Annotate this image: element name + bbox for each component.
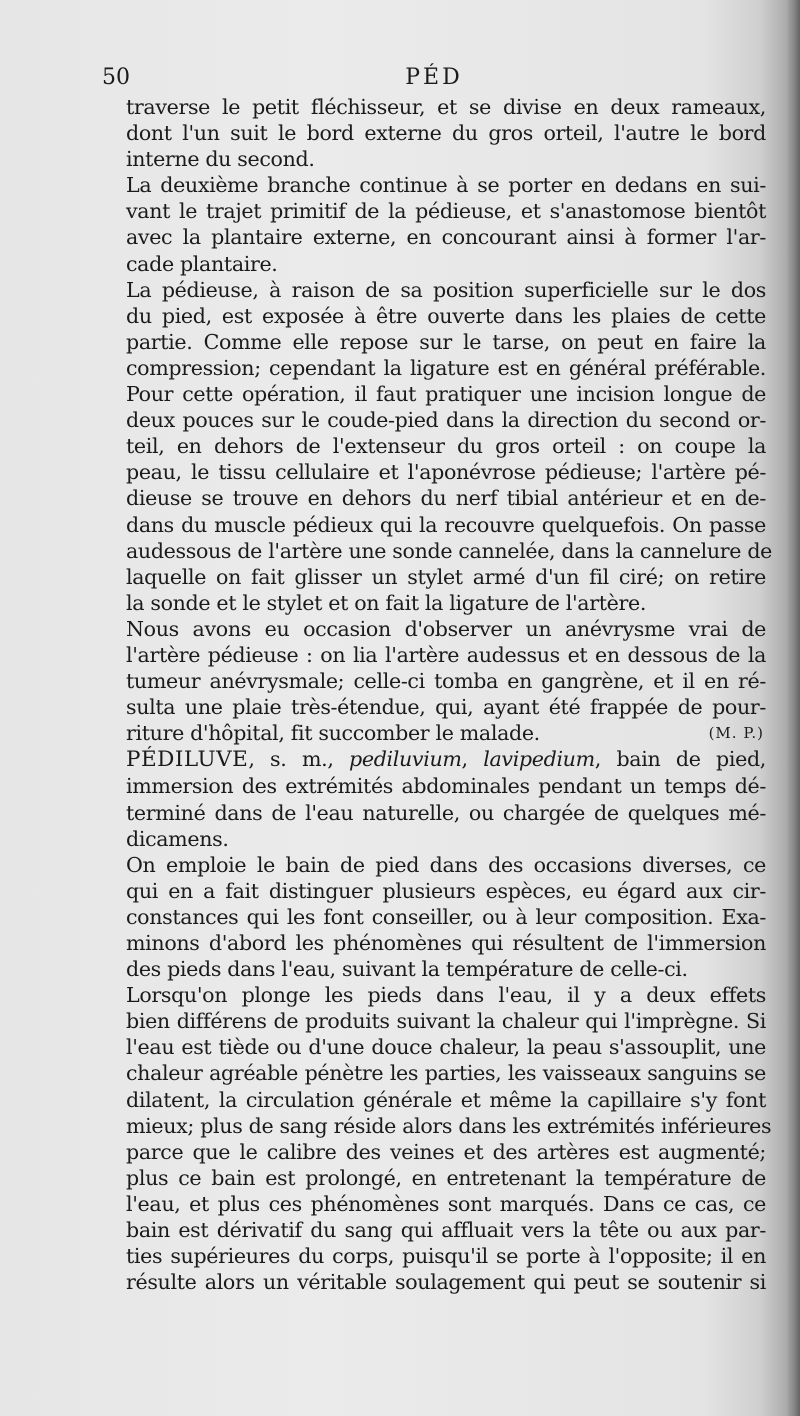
text-line: immersion des extrémités abdominales pendant un temps dé- xyxy=(126,774,766,799)
text-line: traverse le petit fléchisseur, et se divise en deux rameaux, xyxy=(126,95,766,119)
text-line: chaleur agréable pénètre les parties, les vaisseaux sanguins se xyxy=(126,1061,766,1086)
text-line: audessous de l'artère une sonde cannelée, dans la cannelure de xyxy=(126,538,773,563)
text-line: terminé dans de l'eau naturelle, ou chargée de quelques mé- xyxy=(126,800,766,825)
text-line: teil, en dehors de l'extenseur du gros orteil : on coupe la xyxy=(126,434,766,459)
text-line: tumeur anévrysmale; celle-ci tomba en gangrène, et il en ré- xyxy=(126,669,766,694)
text-line: La pédieuse, à raison de sa position superficielle sur le dos xyxy=(126,277,766,302)
text-line: partie. Comme elle repose sur le tarse, on peut en faire la xyxy=(126,329,766,354)
text-line: dieuse se trouve en dehors du nerf tibial antérieur et en de- xyxy=(126,486,766,511)
paragraph xyxy=(102,277,773,616)
text-line: du pied, est exposée à être ouverte dans les plaies de cette xyxy=(126,303,766,328)
text-line: l'artère pédieuse : on lia l'artère audessus et en dessous de la xyxy=(126,642,766,667)
entry-first-line xyxy=(102,746,766,773)
text-line: bien différens de produits suivant la chaleur qui l'imprègne. Si xyxy=(126,1009,766,1034)
text-line: bain est dérivatif du sang qui affluait vers la tête ou aux par- xyxy=(126,1218,766,1243)
text-line: l'eau est tiède ou d'une douce chaleur, la peau s'assouplit, une xyxy=(126,1035,766,1060)
text-line: constances qui les font conseiller, ou à leur composition. Exa- xyxy=(126,904,766,929)
paragraph xyxy=(102,852,766,982)
paragraph xyxy=(102,94,766,172)
text-line: qui en a fait distinguer plusieurs espèces, eu égard aux cir- xyxy=(126,878,766,903)
text-line: plus ce bain est prolongé, en entretenant la température de xyxy=(126,1165,766,1190)
page-number: 50 xyxy=(102,65,130,90)
text-line: Nous avons eu occasion d'observer un anévrysme vrai de xyxy=(126,616,766,641)
entry-grammar: , s. m., xyxy=(248,747,350,772)
text-line: vant le trajet primitif de la pédieuse, et s'anastomose bientôt xyxy=(126,199,766,224)
text-line: sulta une plaie très-étendue, qui, ayant été frappée de pour- xyxy=(126,695,766,720)
running-title: PÉD xyxy=(405,65,463,90)
paragraph xyxy=(102,746,766,851)
page-edge-shadow xyxy=(786,0,800,1416)
author-signature: (M. P.) xyxy=(708,724,764,743)
text-line: avec la plantaire externe, en concourant ainsi à former l'ar- xyxy=(126,225,766,250)
text-line: parce que le calibre des veines et des artères est augmenté; xyxy=(126,1139,766,1164)
text-line: ties supérieures du corps, puisqu'il se porte à l'opposite; il en xyxy=(126,1244,766,1269)
text-line: dont l'un suit le bord externe du gros orteil, l'autre le bord xyxy=(126,121,766,146)
text-line: riture d'hôpital, fit succomber le malade. xyxy=(126,721,540,746)
text-line-with-signature xyxy=(102,720,766,746)
text-line: dicamens. xyxy=(126,826,229,851)
entry-gloss: , bain de pied, xyxy=(594,747,766,772)
paragraph xyxy=(102,616,766,746)
entry-headword: PÉDILUVE xyxy=(126,747,249,773)
text-line: Lorsqu'on plonge les pieds dans l'eau, il y a deux effets xyxy=(126,983,766,1008)
text-line: résulte alors un véritable soulagement qui peut se soutenir si xyxy=(126,1270,766,1295)
paragraph xyxy=(102,982,772,1295)
text-line: dilatent, la circulation générale et même la capillaire s'y font xyxy=(126,1087,766,1112)
text-line: la sonde et le stylet et on fait la ligature de l'artère. xyxy=(126,590,647,615)
entry-latin-term: lavipedium xyxy=(483,747,595,772)
text-line: On emploie le bain de pied dans des occasions diverses, ce xyxy=(126,852,766,877)
text-line: minons d'abord les phénomènes qui résultent de l'immersion xyxy=(126,931,766,955)
text-line: interne du second. xyxy=(126,147,315,172)
text-line: dans du muscle pédieux qui la recouvre quelquefois. On passe xyxy=(126,512,766,537)
text-block xyxy=(102,62,773,1295)
text-line: La deuxième branche continue à se porter en dedans en sui- xyxy=(126,173,766,198)
entry-latin-term: pediluvium xyxy=(349,747,462,772)
text-line: des pieds dans l'eau, suivant la température de celle-ci. xyxy=(126,957,688,982)
paragraph xyxy=(102,172,766,276)
text-line: Pour cette opération, il faut pratiquer une incision longue de xyxy=(126,382,766,407)
entry-separator: , xyxy=(461,747,484,772)
text-line: mieux; plus de sang réside alors dans les extrémités inférieures xyxy=(126,1113,772,1138)
text-line: cade plantaire. xyxy=(126,251,278,276)
text-line: laquelle on fait glisser un stylet armé d'un fil ciré; on retire xyxy=(126,564,766,589)
text-line: deux pouces sur le coude-pied dans la direction du second or- xyxy=(126,408,766,433)
body-text xyxy=(102,94,773,1295)
text-line: peau, le tissu cellulaire et l'aponévrose pédieuse; l'artère pé- xyxy=(126,460,766,485)
text-line: l'eau, et plus ces phénomènes sont marqués. Dans ce cas, ce xyxy=(126,1191,766,1216)
running-head xyxy=(102,62,766,94)
text-line: compression; cependant la ligature est en général préférable. xyxy=(126,355,766,380)
